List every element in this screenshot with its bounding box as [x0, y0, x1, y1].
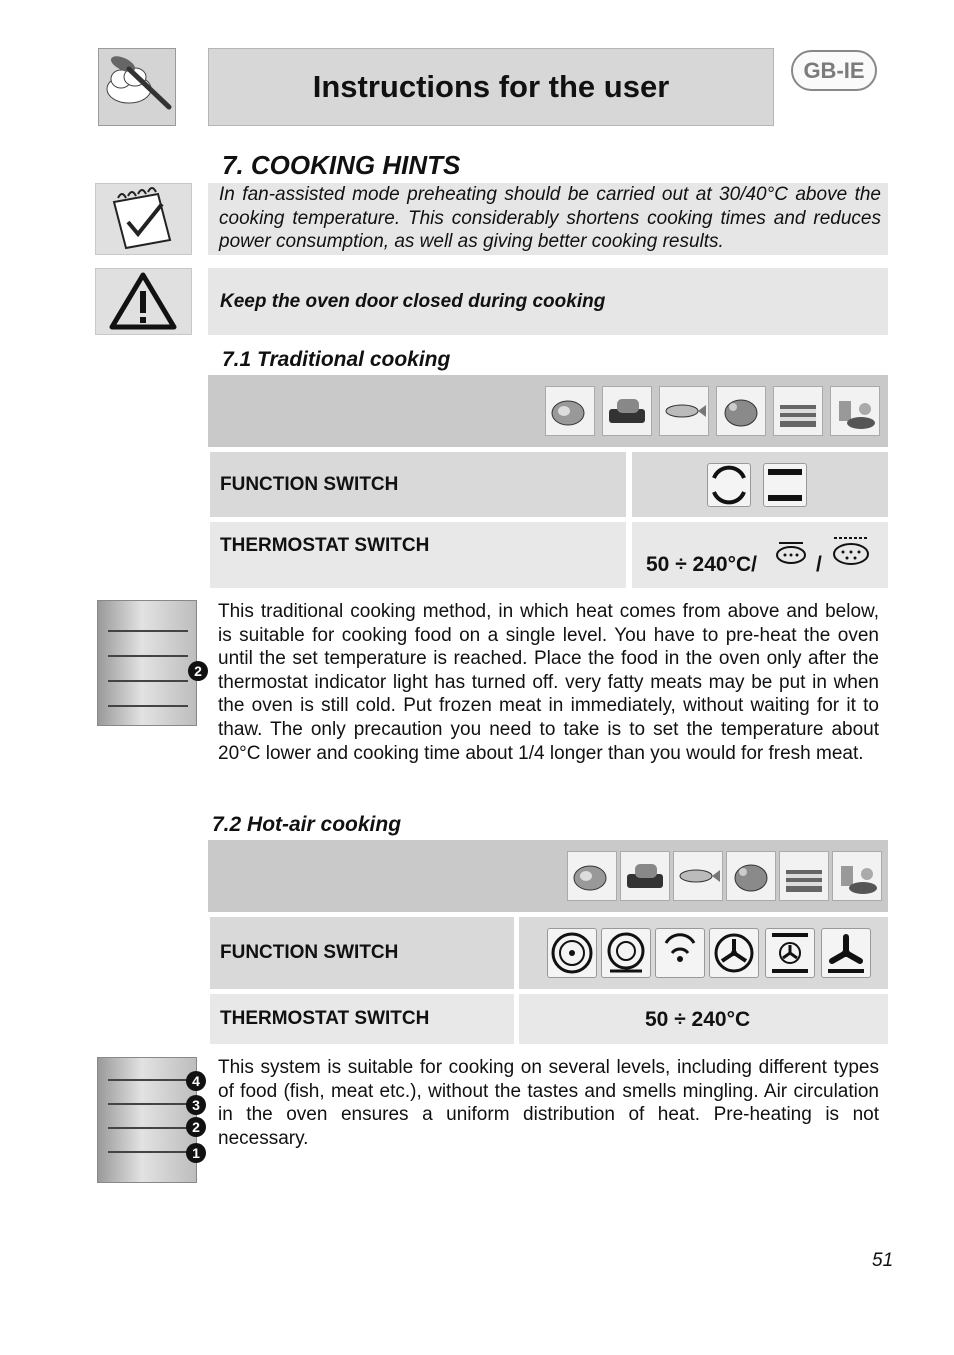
vegetables-icon: [832, 851, 882, 901]
thermostat-value-hotair: 50 ÷ 240°C: [645, 1008, 751, 1031]
thermostat-value: 50 ÷ 240°C/: [646, 553, 757, 576]
shelf-number: 2: [186, 1117, 206, 1137]
fish-icon: [659, 386, 709, 436]
ham-icon: [567, 851, 617, 901]
notepad-check-icon: [95, 183, 192, 255]
shelf-number: 4: [186, 1071, 206, 1091]
bread-icon: [602, 386, 652, 436]
hint-text: In fan-assisted mode preheating should be carried out at 30/40°C above the cooking temperature. This considerably shortens cooking times and reduces power consumption, as well as giving better cooking results.: [219, 184, 881, 252]
warning-box: [208, 268, 888, 335]
food-icons-band-hotair: [208, 840, 888, 912]
bread-icon: [620, 851, 670, 901]
fan-bottom-element-icon: [821, 928, 871, 978]
poultry-icon: [716, 386, 766, 436]
chef-logo-icon: [98, 48, 176, 126]
fan-top-bottom-icon: [765, 928, 815, 978]
fan-icon: [709, 928, 759, 978]
top-bottom-heat-icon: [707, 463, 751, 507]
warning-text: Keep the oven door closed during cooking: [220, 290, 606, 312]
thermostat-separator: /: [816, 553, 822, 576]
shelf-number: 2: [188, 661, 208, 681]
language-badge: GB-IE: [791, 50, 877, 91]
fan-ring-bottom-heat-icon: [601, 928, 651, 978]
vegetables-icon: [830, 386, 880, 436]
thermostat-switch-label: THERMOSTAT SWITCH: [210, 522, 626, 588]
top-bottom-element-icon: [763, 463, 807, 507]
poultry-icon: [726, 851, 776, 901]
ham-icon: [545, 386, 595, 436]
function-switch-label: FUNCTION SWITCH: [210, 452, 626, 517]
hotair-description: This system is suitable for cooking on several levels, including different types of food (fish, meat etc.), without the tastes and smells mingling. Air circulation in the oven ensures a uniform distribution of heat. Pre-heating is not necessary.: [218, 1057, 879, 1149]
oven-shelf-diagram: [97, 600, 202, 726]
grill-icon: [773, 535, 809, 571]
page-title: Instructions for the user: [312, 69, 670, 104]
page-number: 51: [872, 1250, 894, 1271]
cake-icon: [779, 851, 829, 901]
fan-bottom-heat-icon: [655, 928, 705, 978]
thermostat-value-cell: [632, 522, 888, 588]
oven-shelf-diagram-hotair: [97, 1057, 200, 1183]
function-switch-label-hotair: FUNCTION SWITCH: [210, 917, 514, 989]
shelf-number: 3: [186, 1095, 206, 1115]
traditional-description: This traditional cooking method, in which heat comes from above and below, is suitable for cooking food on a single level. You have to pre-heat the oven until the set temperature is reached. Place the food in the oven only after the thermostat indicator light has turned off. very fatty meats may be put in when the oven is still cold. Put frozen meat in immediately, without waiting for it to thaw. The only precaution you need to take is to set the temperature about 20°C lower and cooking time about 1/4 longer than you would for fresh meat.: [218, 601, 879, 764]
function-switch-icons: [632, 452, 888, 517]
fish-icon: [673, 851, 723, 901]
section-heading: 7. COOKING HINTS: [222, 150, 461, 180]
traditional-heading: 7.1 Traditional cooking: [222, 348, 451, 371]
warning-icon: [95, 268, 192, 335]
thermostat-value-cell-hotair: [519, 994, 888, 1044]
function-switch-icons-hotair: [519, 917, 888, 989]
thermostat-switch-label-hotair: THERMOSTAT SWITCH: [210, 994, 514, 1044]
shelf-number: 1: [186, 1143, 206, 1163]
large-grill-icon: [830, 532, 872, 570]
fan-with-ring-heat-icon: [547, 928, 597, 978]
hint-box: [208, 183, 888, 255]
hotair-heading: 7.2 Hot-air cooking: [212, 813, 402, 836]
header-title-bar: [208, 48, 774, 126]
food-icons-band: [208, 375, 888, 447]
cake-icon: [773, 386, 823, 436]
